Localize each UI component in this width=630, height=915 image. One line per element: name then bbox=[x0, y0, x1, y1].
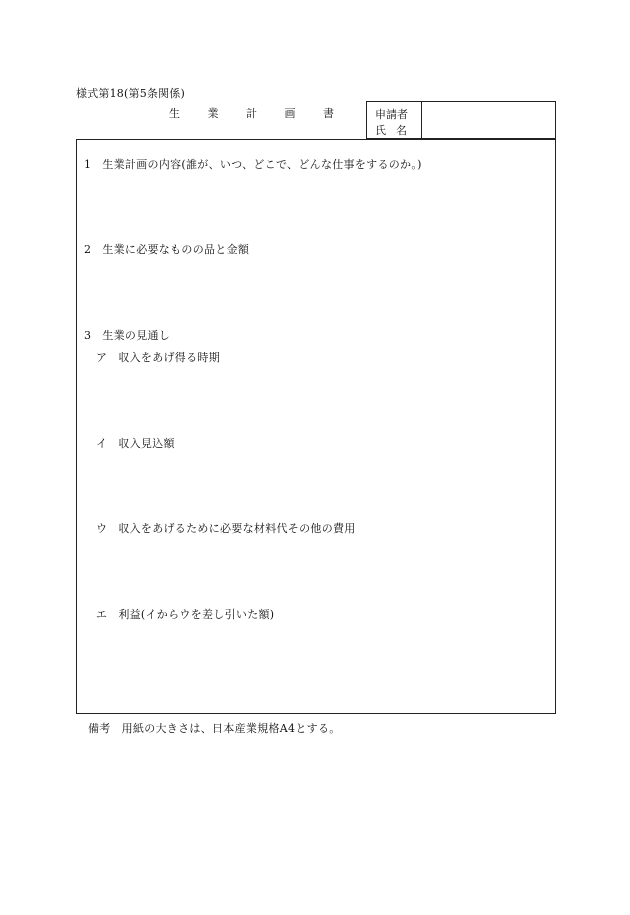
sub-item-e-text: 利益(イからウを差し引いた額) bbox=[118, 608, 275, 621]
sub-item-e bbox=[96, 606, 274, 622]
applicant-name-field[interactable] bbox=[422, 102, 555, 138]
remarks-text: 用紙の大きさは、日本産業規格A4とする。 bbox=[121, 722, 341, 735]
sub-item-u bbox=[96, 520, 356, 536]
header-row bbox=[76, 101, 556, 139]
document-title: 生 業 計 画 書 bbox=[169, 107, 346, 120]
section-2-number: 2 bbox=[84, 243, 92, 256]
sub-item-a bbox=[96, 349, 220, 365]
plan-content-box bbox=[76, 139, 556, 714]
form-number: 様式第18(第5条関係) bbox=[76, 87, 185, 100]
section-1-number: 1 bbox=[84, 158, 92, 171]
sub-item-a-text: 収入をあげ得る時期 bbox=[118, 351, 221, 364]
section-1-text: 生業計画の内容(誰が、いつ、どこで、どんな仕事をするのか。) bbox=[102, 158, 422, 171]
sub-item-e-marker: エ bbox=[96, 608, 108, 621]
section-3-number: 3 bbox=[84, 329, 92, 342]
sub-item-u-marker: ウ bbox=[96, 522, 108, 535]
name-label: 氏名 bbox=[375, 124, 417, 137]
sub-item-i-marker: イ bbox=[96, 437, 108, 450]
section-3 bbox=[84, 327, 170, 343]
sub-item-i-text: 収入見込額 bbox=[118, 437, 175, 450]
section-2-text: 生業に必要なものの品と金額 bbox=[102, 243, 250, 256]
sub-item-a-marker: ア bbox=[96, 351, 108, 364]
applicant-label-cell bbox=[367, 102, 422, 138]
applicant-box bbox=[366, 101, 556, 139]
section-3-text: 生業の見通し bbox=[102, 329, 171, 342]
section-2 bbox=[84, 241, 249, 257]
remarks-label: 備考 bbox=[88, 722, 111, 735]
remarks bbox=[88, 720, 341, 736]
applicant-label: 申請者 bbox=[375, 108, 408, 121]
sub-item-i bbox=[96, 435, 175, 451]
section-1 bbox=[84, 156, 422, 172]
sub-item-u-text: 収入をあげるために必要な材料代その他の費用 bbox=[118, 522, 356, 535]
